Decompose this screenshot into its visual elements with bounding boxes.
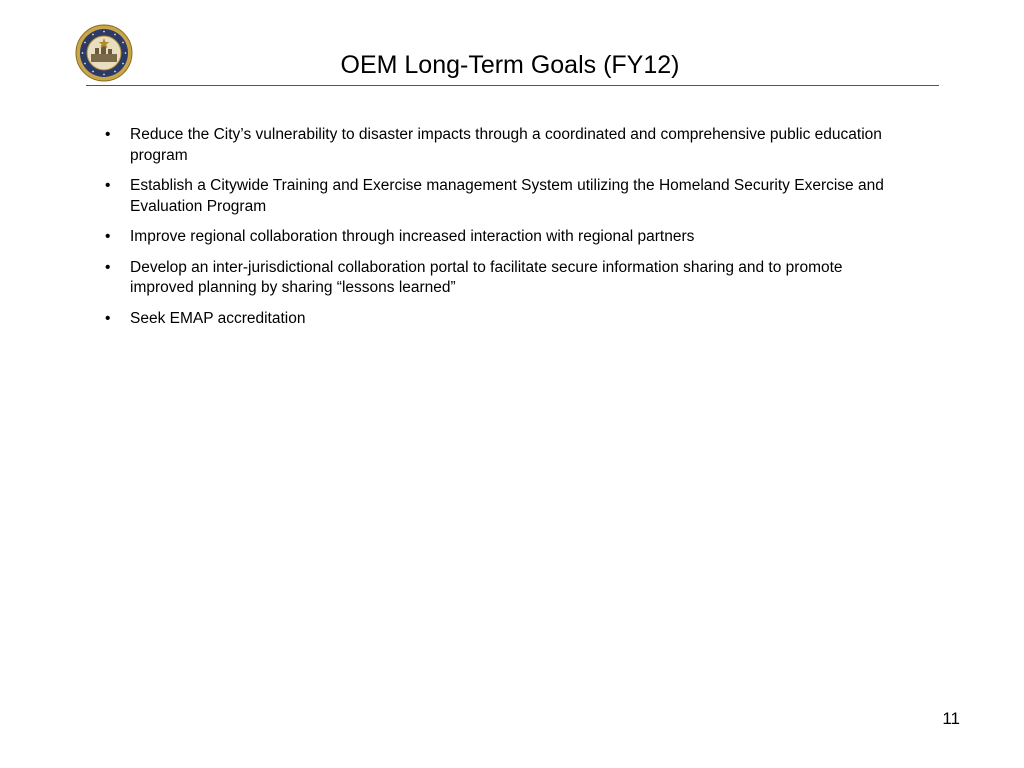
goal-text: Develop an inter-jurisdictional collaboration portal to facilitate secure information sharing and to promote improved planning by sharing “lessons learned” (130, 258, 843, 296)
bullet-icon: • (105, 228, 111, 245)
title-divider (86, 85, 939, 86)
goal-text: Establish a Citywide Training and Exercise management System utilizing the Homeland Security Exercise and Evaluation Program (130, 177, 884, 215)
bullet-icon: • (105, 126, 111, 143)
slide-title: OEM Long-Term Goals (FY12) (340, 51, 680, 79)
goals-list (105, 125, 895, 339)
bullet-icon: • (105, 177, 111, 194)
list-item (105, 176, 895, 217)
list-item (105, 309, 895, 330)
goal-text: Reduce the City’s vulnerability to disaster impacts through a coordinated and comprehensive public education program (130, 126, 882, 164)
bullet-icon: • (105, 258, 111, 276)
list-item (105, 125, 895, 166)
list-item (105, 258, 895, 299)
list-item (105, 227, 895, 248)
bullet-icon: • (105, 309, 111, 327)
city-seal-icon (75, 24, 133, 82)
page-number: 11 (942, 709, 960, 728)
goal-text: Improve regional collaboration through increased interaction with regional partners (130, 228, 695, 245)
goal-text: Seek EMAP accreditation (130, 309, 306, 327)
